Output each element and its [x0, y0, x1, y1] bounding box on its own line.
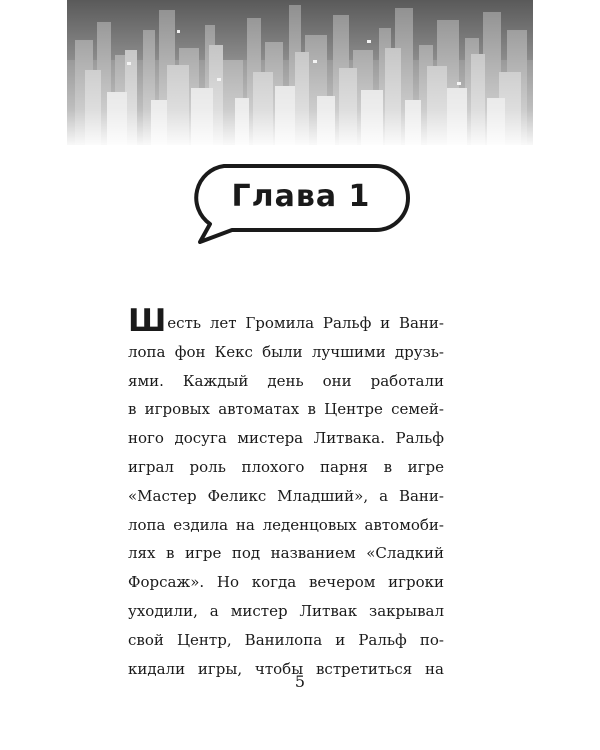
text-line: ями. Каждый день они работали	[128, 371, 444, 390]
page-number: 5	[294, 672, 306, 691]
chapter-body-text	[128, 303, 444, 683]
text-line: в игровых автоматах в Центре семей-	[128, 400, 444, 419]
text-line: уходили, а мистер Литвак закрывал	[128, 601, 444, 620]
text-line: Форсаж». Но когда вечером игроки	[128, 573, 444, 592]
drop-cap: Ш	[128, 303, 167, 339]
text-line: кидали игры, чтобы встретиться на	[128, 659, 444, 678]
chapter-title: Глава 1	[231, 179, 371, 214]
text-line: лях в игре под названием «Сладкий	[128, 544, 444, 563]
city-skyline-image	[67, 0, 533, 145]
text-line: свой Центр, Ванилопа и Ральф по-	[128, 630, 444, 649]
text-line: ного досуга мистера Литвака. Ральф	[128, 429, 444, 448]
city-skyline-illustration	[67, 0, 533, 145]
text-line: играл роль плохого парня в игре	[128, 457, 444, 476]
text-line: Шесть лет Громила Ральф и Вани-	[128, 303, 444, 339]
text-line: лопа фон Кекс были лучшими друзь-	[128, 342, 444, 361]
chapter-heading-bubble	[180, 162, 420, 244]
text-line: «Мастер Феликс Младший», а Вани-	[128, 486, 444, 505]
text-line: лопа ездила на леденцовых автомоби-	[128, 515, 444, 534]
